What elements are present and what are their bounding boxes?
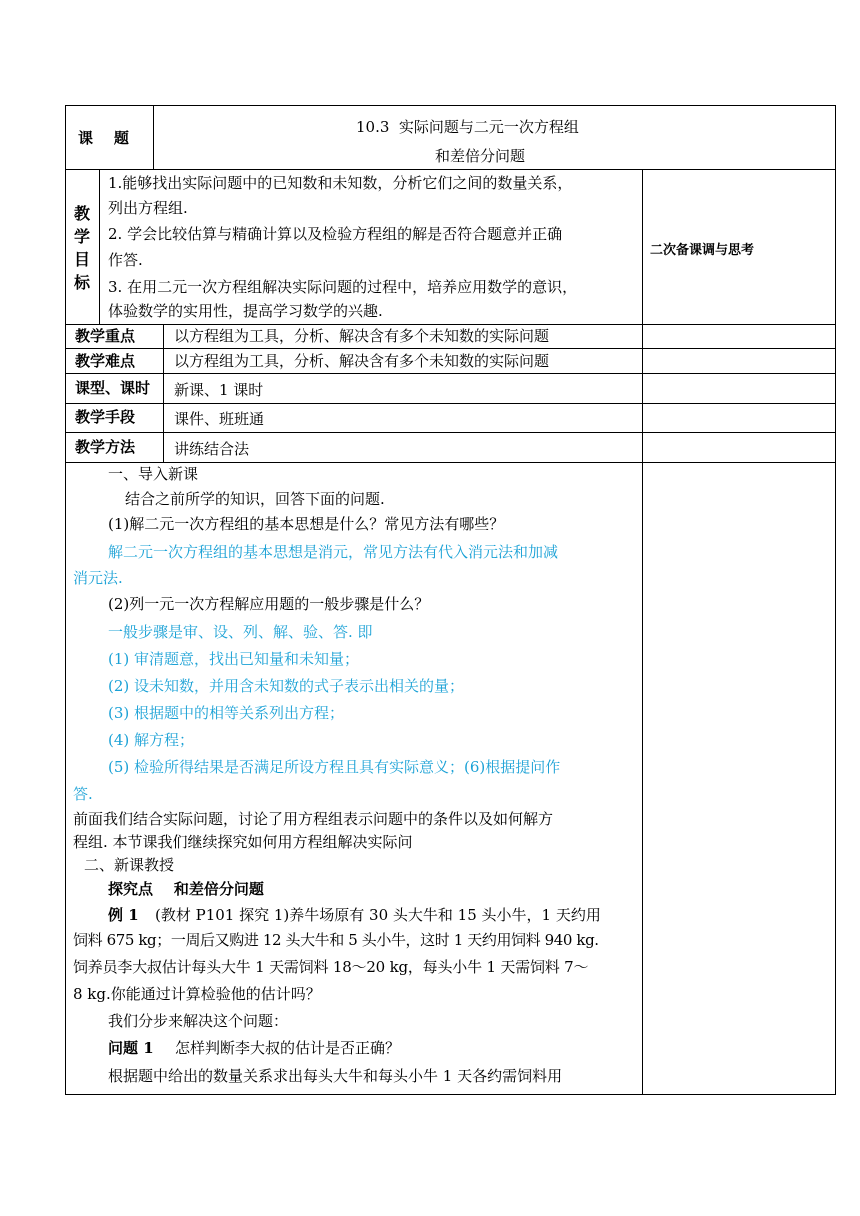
- objectives-label-char: 目: [74, 250, 91, 269]
- objective-line: 3. 在用二元一次方程组解决实际问题的过程中，培养应用数学的意识，: [108, 278, 578, 296]
- objective-line: 1.能够找出实际问题中的已知数和未知数，分析它们之间的数量关系，: [108, 174, 573, 192]
- objective-line: 列出方程组.: [108, 199, 188, 217]
- objective-line: 体验数学的实用性，提高学习数学的兴趣.: [108, 302, 383, 320]
- table-rule: [65, 432, 836, 433]
- example-text: 8 kg.你能通过计算检验他的估计吗？: [73, 985, 321, 1003]
- row-label-difficulty: 教学难点: [75, 352, 136, 370]
- step-item: (2) 设未知数，并用含未知数的式子表示出相关的量；: [108, 677, 465, 695]
- step-item: (1) 审清题意，找出已知量和未知量；: [108, 650, 360, 668]
- table-rule: [65, 373, 836, 374]
- problem-text: 怎样判断李大叔的估计是否正确？: [175, 1039, 401, 1057]
- explore-heading: 探究点 和差倍分问题: [108, 880, 264, 898]
- body-text: 根据题中给出的数量关系求出每头大牛和每头小牛 1 天各约需饲料用: [108, 1067, 563, 1085]
- table-border-top: [65, 105, 836, 106]
- table-col-divider: [153, 105, 154, 169]
- lesson-title: 10.3 实际问题与二元一次方程组: [356, 118, 579, 136]
- question: (1)解二元一次方程组的基本思想是什么？常见方法有哪些？: [108, 515, 505, 533]
- section-heading: 二、新课教授: [84, 856, 175, 874]
- row-value-key-point: 以方程组为工具，分析、解决含有多个未知数的实际问题: [174, 327, 550, 345]
- step-item: (4) 解方程；: [108, 731, 195, 749]
- table-border-left: [65, 105, 66, 1095]
- table-rule: [65, 403, 836, 404]
- table-rule: [65, 462, 836, 463]
- lesson-subtitle: 和差倍分问题: [435, 147, 526, 165]
- table-rule: [65, 169, 836, 170]
- body-text: 程组. 本节课我们继续探究如何用方程组解决实际问: [73, 833, 413, 851]
- step-item: 答.: [73, 785, 93, 803]
- objectives-label-char: 标: [74, 273, 91, 292]
- section-heading: 一、导入新课: [108, 465, 199, 483]
- side-note: 二次备课调与思考: [650, 243, 755, 258]
- step-item: (3) 根据题中的相等关系列出方程；: [108, 704, 345, 722]
- table-border-bottom: [65, 1094, 836, 1095]
- body-text: 前面我们结合实际问题，讨论了用方程组表示问题中的条件以及如何解方: [73, 810, 554, 828]
- row-value-lesson-type: 新课、1 课时: [174, 381, 264, 399]
- body-text: 结合之前所学的知识，回答下面的问题.: [125, 490, 385, 508]
- question: (2)列一元一次方程解应用题的一般步骤是什么？: [108, 595, 430, 613]
- row-label-lesson-type: 课型、课时: [75, 379, 151, 397]
- table-border-right: [835, 105, 836, 1095]
- table-rule: [65, 348, 836, 349]
- example-text: 饲养员李大叔估计每头大牛 1 天需饲料 18～20 kg，每头小牛 1 天需饲料 7～: [73, 958, 589, 976]
- topic-label: 课 题: [78, 129, 129, 147]
- row-label-means: 教学手段: [75, 408, 136, 426]
- row-value-means: 课件、班班通: [174, 410, 265, 428]
- objective-line: 2. 学会比较估算与精确计算以及检验方程组的解是否符合题意并正确: [108, 225, 563, 243]
- table-col-divider: [163, 324, 164, 462]
- row-value-method: 讲练结合法: [174, 440, 250, 458]
- answer: 消元法.: [73, 569, 123, 587]
- problem-label: 问题 1: [108, 1039, 154, 1057]
- example-text: 饲料 675 kg；一周后又购进 12 头大牛和 5 头小牛，这时 1 天约用饲料 940 kg.: [73, 931, 599, 949]
- example-label: 例 1: [108, 906, 139, 924]
- row-value-difficulty: 以方程组为工具，分析、解决含有多个未知数的实际问题: [174, 352, 550, 370]
- table-rule: [65, 324, 836, 325]
- objectives-label-char: 教: [74, 204, 91, 223]
- step-item: (5) 检验所得结果是否满足所设方程且具有实际意义；(6)根据提问作: [108, 758, 561, 776]
- table-col-divider: [642, 169, 643, 1094]
- answer: 解二元一次方程组的基本思想是消元，常见方法有代入消元法和加减: [108, 543, 559, 561]
- row-label-method: 教学方法: [75, 438, 136, 456]
- answer: 一般步骤是审、设、列、解、验、答. 即: [108, 623, 373, 641]
- objectives-label-char: 学: [74, 227, 91, 246]
- table-col-divider: [99, 169, 100, 324]
- row-label-key-point: 教学重点: [75, 327, 136, 345]
- objective-line: 作答.: [108, 251, 143, 269]
- example-text: (教材 P101 探究 1)养牛场原有 30 头大牛和 15 头小牛，1 天约用: [155, 906, 601, 924]
- body-text: 我们分步来解决这个问题：: [108, 1012, 289, 1030]
